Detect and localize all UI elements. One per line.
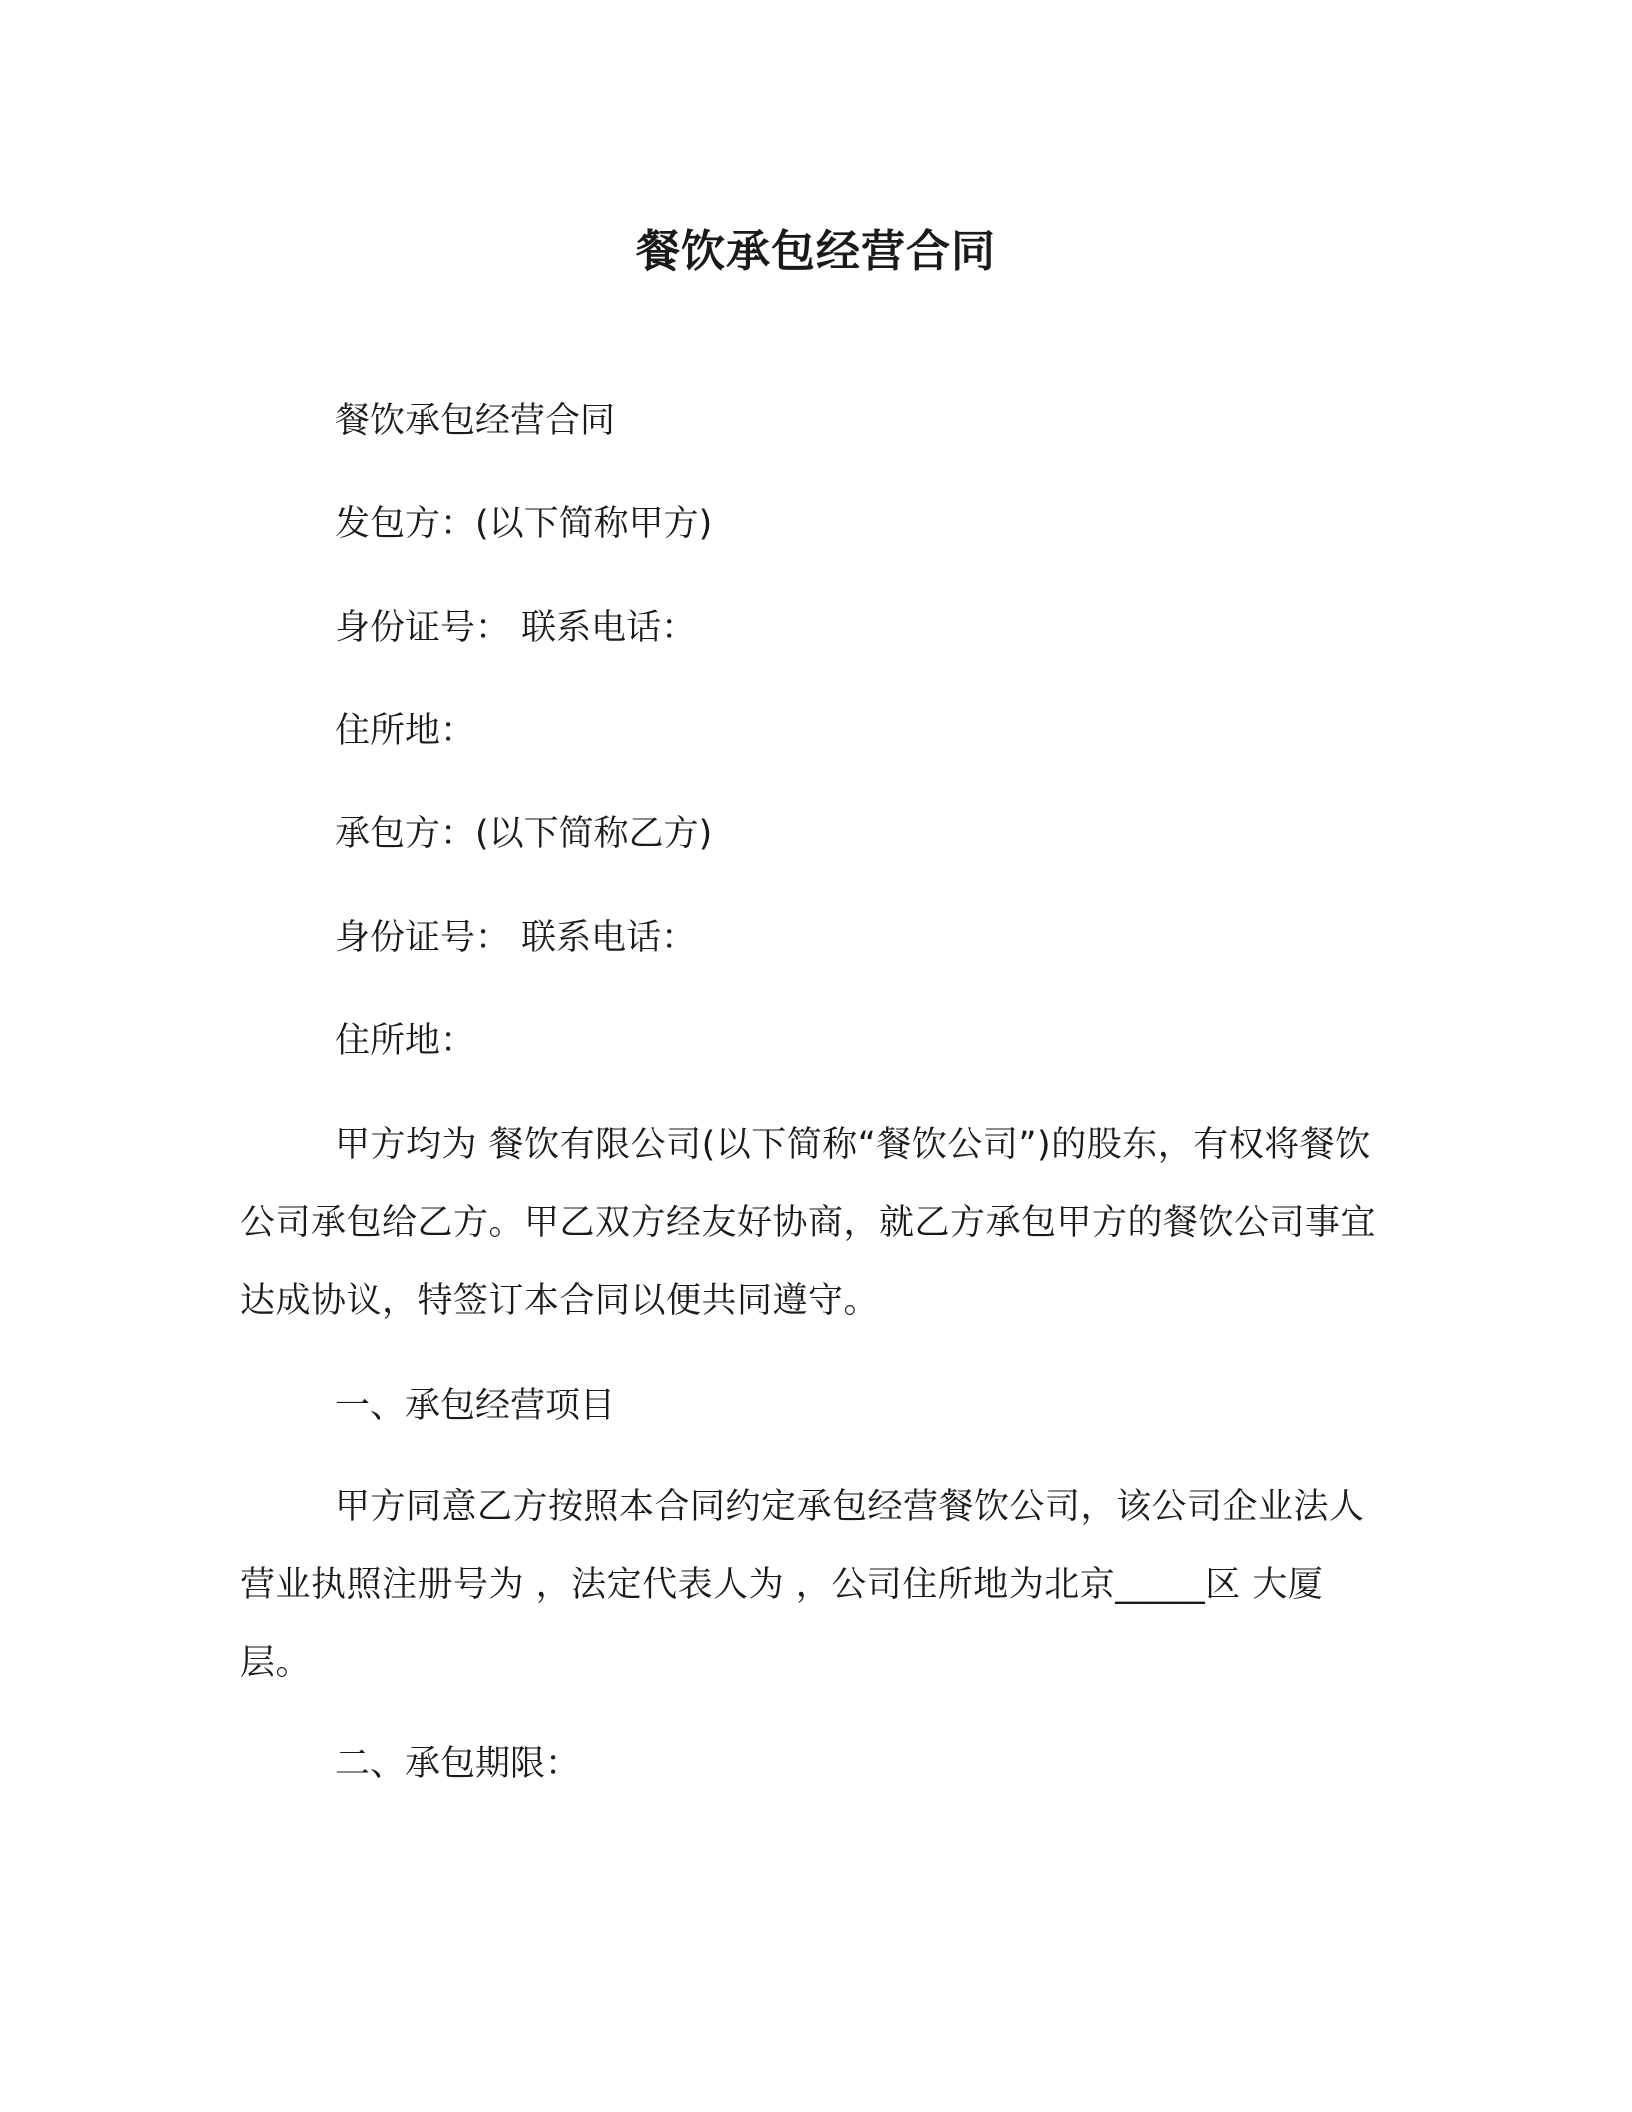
party-b-id-phone: 身份证号： 联系电话： <box>335 918 697 958</box>
subtitle: 餐饮承包经营合同 <box>335 401 616 441</box>
party-b-address: 住所地： <box>335 1021 476 1061</box>
section-1-paragraph: 甲方同意乙方按照本合同约定承包经营餐饮公司，该公司企业法人营业执照注册号为 ，法定代表人为 ，公司住所地为北京_____区 大厦 层。 <box>240 1487 1365 1683</box>
party-a-address: 住所地： <box>335 711 476 751</box>
document-title: 餐饮承包经营合同 <box>636 226 996 277</box>
intro-paragraph: 甲方均为 餐饮有限公司(以下简称“餐饮公司”)的股东，有权将餐饮公司承包给乙方。甲乙双方经友好协商，就乙方承包甲方的餐饮公司事宜达成协议，特签订本合同以便共同遵守。 <box>240 1125 1377 1321</box>
section-2-heading: 二、承包期限： <box>335 1744 581 1784</box>
party-a-id-phone: 身份证号： 联系电话： <box>335 608 697 648</box>
section-1-heading: 一、承包经营项目 <box>335 1386 616 1426</box>
party-b-label: 承包方：(以下简称乙方) <box>335 814 713 854</box>
party-a-label: 发包方：(以下简称甲方) <box>335 504 713 544</box>
